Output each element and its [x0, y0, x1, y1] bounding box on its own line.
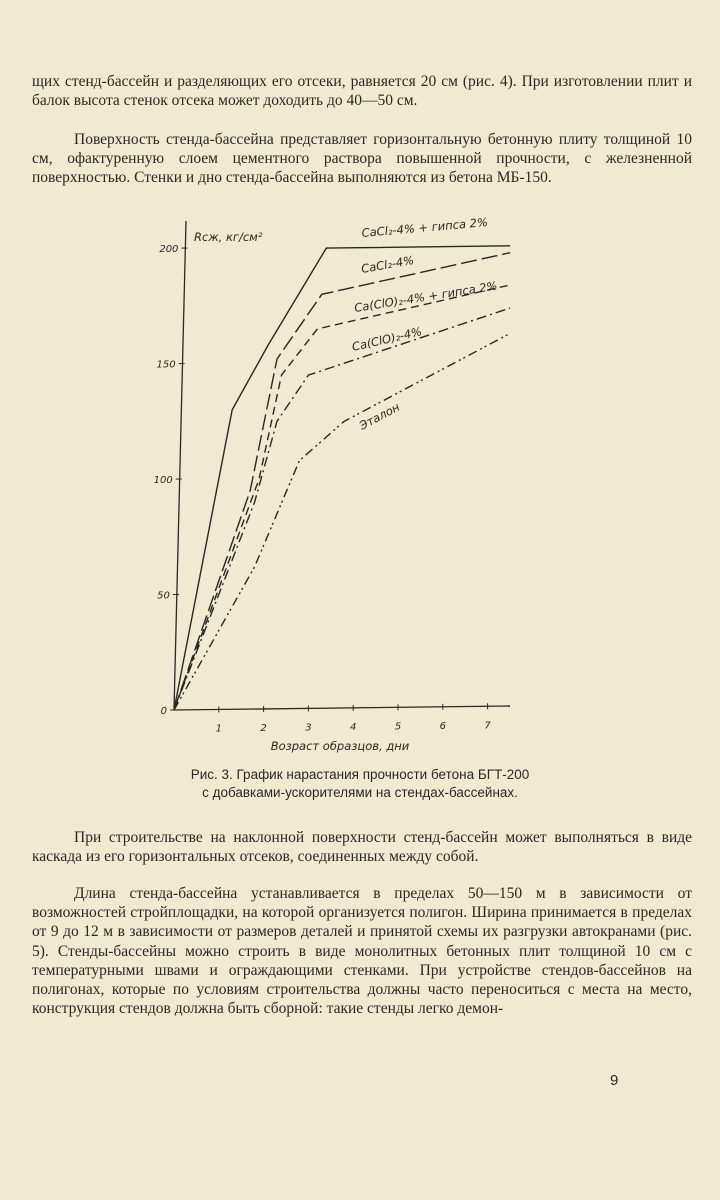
series-label-3: Ca(ClO)₂-4% + гипса 2%	[353, 278, 499, 315]
series-label-4: Ca(ClO)₂-4%	[350, 324, 424, 354]
figure-strength-chart	[150, 215, 530, 760]
x-tick-label: 5	[394, 721, 402, 733]
y-tick-label: 50	[157, 590, 170, 602]
x-tick-label: 3	[305, 722, 312, 734]
x-tick-label: 2	[260, 722, 267, 734]
series-line-1	[174, 246, 510, 710]
paragraph-1: щих стенд-бассейн и разделяющих его отсеки, равняется 20 см (рис. 4). При изготовлении плит и балок высота стенок отсека может доходить до 40—50 см.	[32, 73, 692, 110]
x-axis	[174, 706, 510, 710]
series-label-1: CaCl₂-4% + гипса 2%	[361, 215, 489, 240]
paragraph-2: Поверхность стенда-бассейна представляет горизонтальную бетонную плиту толщиной 10 см, офактуренную слоем цементного раствора повышенной прочности, с железненной поверхностью. Стенки и дно стенда-бассейна выполняются из бетона МБ-150.	[32, 131, 692, 187]
y-axis	[174, 221, 186, 710]
series-line-3	[174, 285, 510, 710]
paragraph-4: Длина стенда-бассейна устанавливается в пределах 50—150 м в зависимости от возможностей стройплощадки, на которой организуется полигон. Ширина принимается в пределах от 9 до 12 м в зависимости от размеров деталей и принятой схемы их разгрузки автокранами (рис. 5). Стенды-бассейны можно строить в виде монолитных бетонных плит толщиной 10 см с температурными швами и ограждающими стенками. При устройстве стендов-бассейнов на полигонах, которые по условиям строительства должны часто переноситься с места на место, конструкция стендов должна быть сборной: такие стенды легко демон-	[32, 885, 692, 1018]
y-tick-label: 200	[159, 244, 179, 256]
x-axis-label: Возраст образцов, дни	[270, 739, 410, 753]
caption-line-2: с добавками-ускорителями на стендах-бассейнах.	[202, 785, 518, 800]
strength-growth-chart	[150, 215, 530, 760]
y-tick-label: 0	[160, 706, 167, 717]
x-tick-label: 1	[215, 723, 222, 735]
y-tick-label: 100	[153, 475, 173, 487]
chart-series	[174, 246, 510, 710]
series-line-5	[174, 334, 510, 711]
series-label-5: Эталон	[356, 399, 402, 433]
paragraph-3: При строительстве на наклонной поверхности стенд-бассейн может выполняться в виде каскада из его горизонтальных отсеков, соединенных между собой.	[32, 829, 692, 866]
figure-caption	[100, 766, 620, 802]
page-number: 9	[610, 1072, 619, 1089]
series-label-2: CaCl₂-4%	[360, 252, 416, 276]
caption-line-1: Рис. 3. График нарастания прочности бетона БГТ-200	[190, 767, 530, 782]
x-tick-label: 7	[484, 720, 491, 732]
y-axis-label: Rсж, кг/см²	[194, 230, 263, 244]
y-tick-label: 150	[156, 359, 176, 371]
chart-labels	[194, 215, 498, 753]
series-line-4	[174, 308, 510, 710]
x-tick-label: 6	[439, 720, 446, 732]
chart-ticks	[154, 244, 492, 734]
series-line-2	[174, 253, 510, 710]
x-tick-label: 4	[350, 721, 357, 733]
